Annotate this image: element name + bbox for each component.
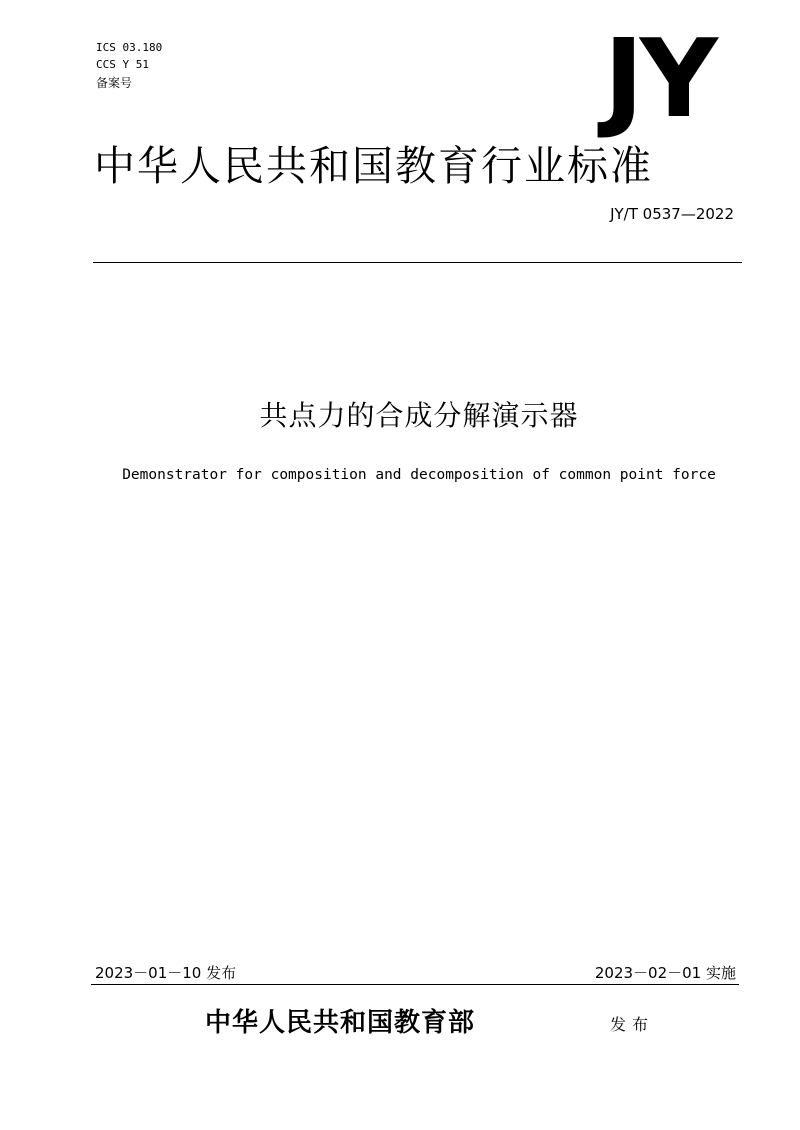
ccs-code: CCS Y 51 [96,58,149,71]
standard-number: JY/T 0537—2022 [610,205,734,223]
issuing-authority: 中华人民共和国教育部 [205,1008,476,1038]
ics-code: ICS 03.180 [96,41,163,54]
implementation-date: 2023－02－01 实施 [594,964,736,982]
header-divider [93,262,742,263]
jy-logo: JY [603,17,714,142]
issue-date: 2023－01－10 发布 [95,964,237,982]
issued-label: 发布 [610,1015,655,1034]
document-title-chinese: 共点力的合成分解演示器 [259,399,579,432]
document-title-english: Demonstrator for composition and decomposition of common point force [122,467,716,483]
standard-category-title: 中华人民共和国教育行业标准 [94,142,653,190]
filing-number-label: 备案号 [96,76,133,90]
footer-divider [91,984,739,985]
